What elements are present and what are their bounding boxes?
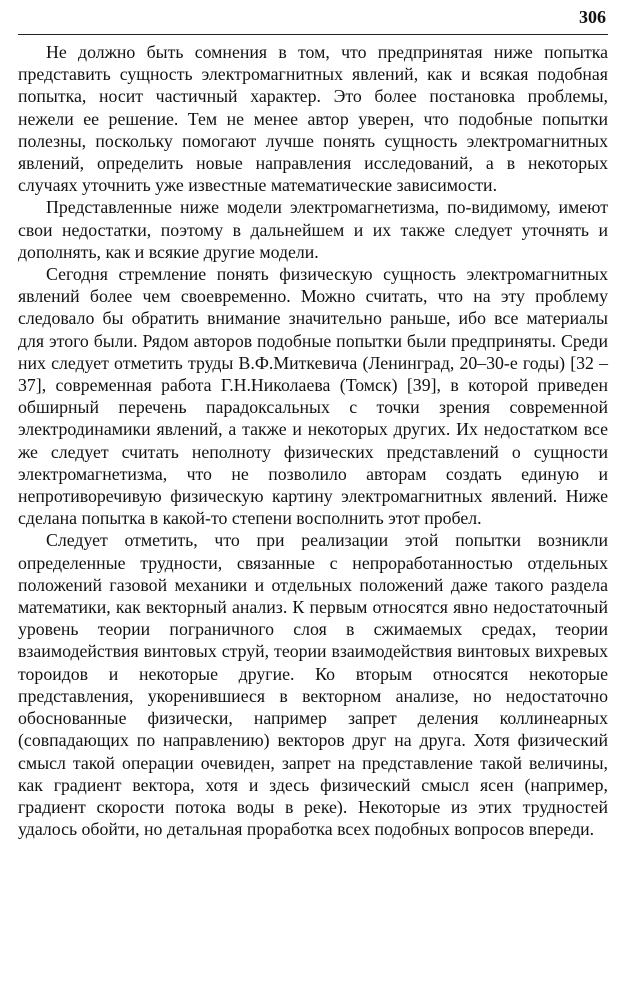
page-number: 306 bbox=[579, 7, 606, 27]
page-header bbox=[18, 0, 608, 35]
paragraph: Сегодня стремление понять физическую сущность электромагнитных явлений более чем своевременно. Можно считать, что на эту проблему следовало бы обратить внимание значительно раньше, ибо все материалы для этого были. Рядом авторов подобные попытки были предприняты. Среди них следует отметить труды В.Ф.Миткевича (Ленинград, 20–30-е годы) [32 – 37], современная работа Г.Н.Николаева (Томск) [39], в которой приведен обширный перечень парадоксальных с точки зрения современной электродинамики явлений, а также и некоторых других. Их недостатком все же следует считать неполноту физических представлений о сущности электромагнетизма, что не позволило авторам создать единую и непротиворечивую физическую картину электромагнитных явлений. Ниже сделана попытка в какой-то степени восполнить этот пробел. bbox=[18, 264, 608, 529]
paragraph: Не должно быть сомнения в том, что предпринятая ниже попытка представить сущность электромагнитных явлений, как и всякая подобная попытка, носит частичный характер. Это более постановка проблемы, нежели ее решение. Тем не менее автор уверен, что подобные попытки полезны, поскольку помогают лучше понять сущность электромагнитных явлений, определить новые направления исследований, а в некоторых случаях уточнить уже известные математические зависимости. bbox=[18, 42, 608, 196]
body-text bbox=[18, 41, 608, 840]
paragraph: Представленные ниже модели электромагнетизма, по-видимому, имеют свои недостатки, поэтому в дальнейшем и их также следует уточнять и дополнять, как и всякие другие модели. bbox=[18, 197, 608, 262]
paragraph: Следует отметить, что при реализации этой попытки возникли определенные трудности, связанные с непроработанностью отдельных положений газовой механики и отдельных положений даже такого раздела математики, как векторный анализ. К первым относятся явно недостаточный уровень теории пограничного слоя в сжимаемых средах, теории взаимодействия винтовых струй, теории взаимодействия винтовых вихревых тороидов и некоторые другие. Ко вторым относятся некоторые представления, укоренившиеся в векторном анализе, но недостаточно обоснованные физически, например запрет деления коллинеарных (совпадающих по направлению) векторов друг на друга. Хотя физический смысл такой операции очевиден, запрет на представление такой величины, как градиент вектора, хотя и здесь физический смысл ясен (например, градиент скорости потока воды в реке). Некоторые из этих трудностей удалось обойти, но детальная проработка всех подобных вопросов впереди. bbox=[18, 530, 608, 840]
